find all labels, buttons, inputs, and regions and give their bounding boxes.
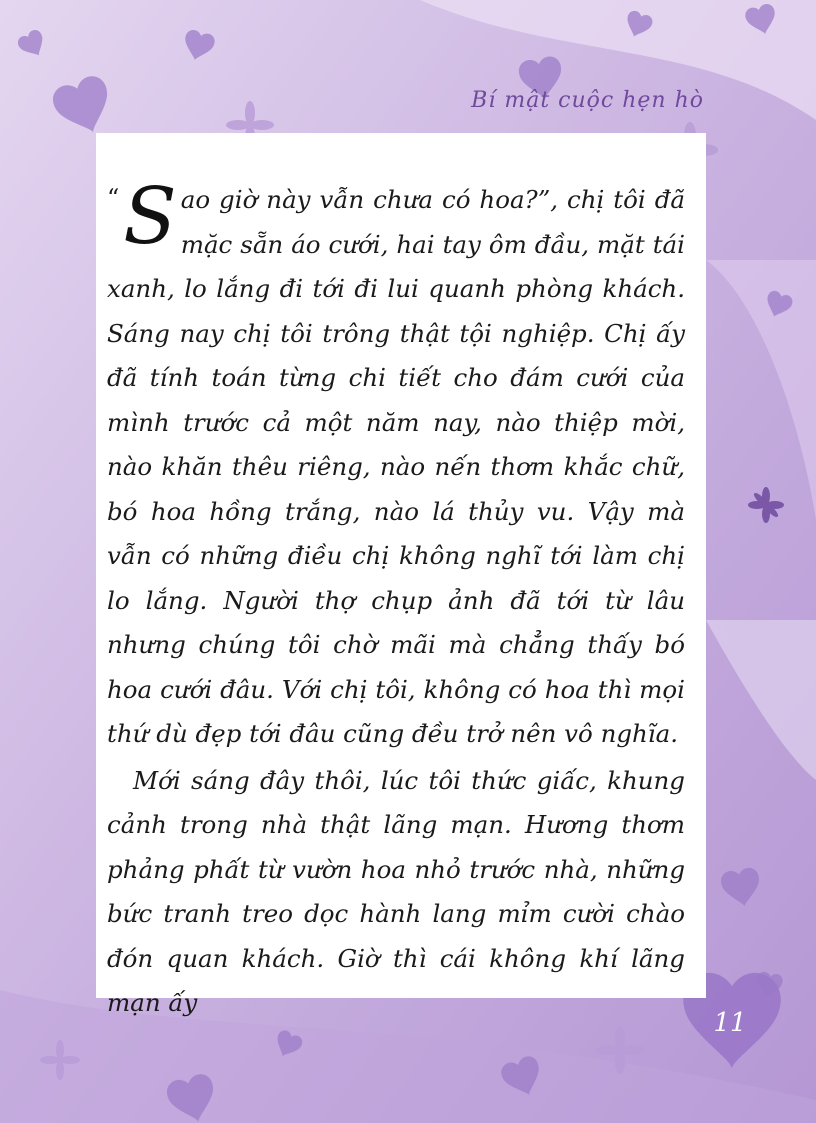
page-number: 11 [713, 1008, 747, 1038]
opening-quote: “ [107, 184, 120, 212]
paragraph-2: Mới sáng đây thôi, lúc tôi thức giấc, khung cảnh trong nhà thật lãng mạn. Hương thơm phảng phất từ vườn hoa nhỏ trước nhà, những bức tranh treo dọc hành lang mỉm cười chào đón quan khách. Giờ thì cái không khí lãng mạn ấy [107, 765, 685, 1017]
drop-cap: S [123, 172, 177, 262]
body-text [107, 172, 685, 1026]
running-title: Bí mật cuộc hẹn hò [471, 88, 704, 113]
paragraph-1 [107, 172, 685, 757]
paragraph-1-text: ao giờ này vẫn chưa có hoa?”, chị tôi đã mặc sẵn áo cưới, hai tay ôm đầu, mặt tái xanh, lo lắng đi tới đi lui quanh phòng khách. Sáng nay chị tôi trông thật tội nghiệp. Chị ấy đã tính toán từng chi tiết cho đám cưới của mình trước cả một năm nay, nào thiệp mời, nào khăn thêu riêng, nào nến thơm khắc chữ, bó hoa hồng trắng, nào lá thủy vu. Vậy mà vẫn có những điều chị không nghĩ tới làm chị lo lắng. Người thợ chụp ảnh đã tới từ lâu nhưng chúng tôi chờ mãi mà chẳng thấy bó hoa cưới đâu. Với chị tôi, không có hoa thì mọi thứ dù đẹp tới đâu cũng đều trở nên vô nghĩa. [107, 185, 685, 748]
